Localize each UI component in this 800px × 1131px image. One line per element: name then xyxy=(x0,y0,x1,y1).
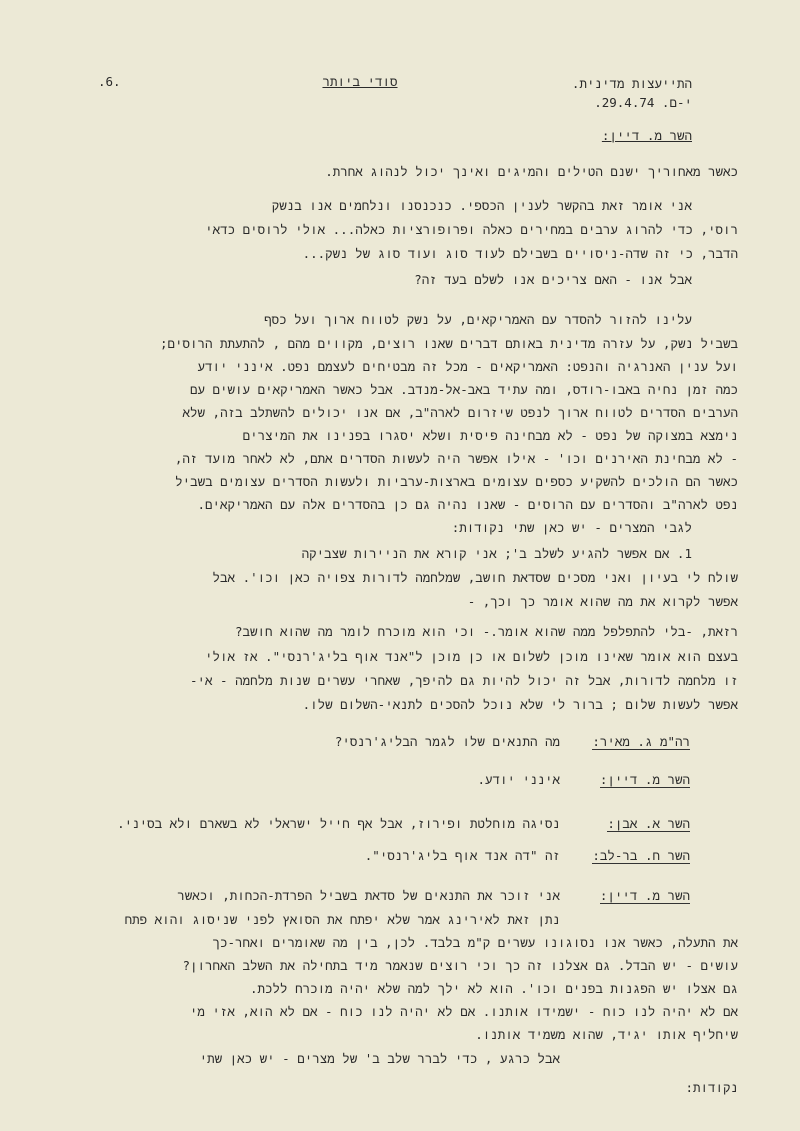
speaker-text: זה "דה אנד אוף בליג'רנסי". xyxy=(364,848,560,863)
speaker-label: השר א. אבן: xyxy=(607,816,690,831)
section-heading: לגבי המצרים - יש כאן שתי נקודות: xyxy=(451,520,692,535)
body-line: בעצם הוא אומר שאינו מוכן לשלום או כן מוכן ל"אנד אוף בליג'רנסי". אז אולי xyxy=(204,649,738,664)
body-line: הערבים הסדרים לטווח ארוך לנפט שיזרום לארה"ב, אם אנו יכולים להשתלב בזה, שלא xyxy=(182,405,738,420)
body-line: ועל ענין האנרגיה והנפט: האמריקאים - מכל זה מבטיחים לעצמם נפט. אינני יודע xyxy=(197,359,738,374)
speaker-label: השר מ. דיין: xyxy=(599,888,690,903)
body-line: גם אצלו יש הפגנות בפנים וכו'. הוא לא ילך למה שלא יהיה מוכרח ללכת. xyxy=(250,981,738,996)
body-line: שולח לי בעיון ואני מסכים שסדאת חושב, שמלחמה לדורות צפויה כאן וכו'. אבל xyxy=(212,570,738,585)
body-line: כאשר הם הולכים להשקיע כספים עצומים בארצות-ערביות ולעשות הסדרים עצומים בשביל xyxy=(175,474,738,489)
body-line: שיחליף אותו יגיד, שהוא משמיד אותנו. xyxy=(475,1027,738,1042)
page-number: .6. xyxy=(98,74,121,89)
body-line: - לא מבחינת האירנים וכו' - אילו אפשר היה לעשות הסדרים אתם, לא לאחר מועד זה, xyxy=(174,451,738,466)
body-line: עלינו להזור להסדר עם האמריקאים, על נשק לטווח ארוך ועל כסף xyxy=(264,312,692,327)
body-line: נימצא במצוקה של נפט - לא מבחינה פיסית ושלא יסגרו בפנינו את המיצרים xyxy=(242,428,738,443)
body-line: בשביל נשק, על עזרה מדינית באותם דברים שאנו רוצים, מקווים מהם , להתעתת הרוסים; xyxy=(159,336,738,351)
body-line: אבל כרגע , כדי לברר שלב ב' של מצרים - יש כאן שתי xyxy=(199,1051,560,1066)
body-line: הדבר, כי זה שדה-ניסויים בשבילם לעוד סוג ועוד סוג של נשק... xyxy=(302,246,738,261)
speaker-heading: השר מ. דיין: xyxy=(601,128,692,143)
speaker-text: אני זוכר את התנאים של סדאת בשביל הפרדת-הכחות, וכאשר xyxy=(177,888,560,903)
speaker-label: השר מ. דיין: xyxy=(599,772,690,787)
body-line: זו מלחמה לדורות, אבל זה יכול להיות גם להיפך, שאחרי עשרים שנות מלחמה - אי- xyxy=(189,673,738,688)
body-line: אפשר לקרוא את מה שהוא אומר כך וכך, - xyxy=(467,594,738,609)
body-line: 1. אם אפשר להגיע לשלב ב'; אני קורא את הניירות שצביקה xyxy=(301,546,692,561)
body-line: אני אומר זאת בהקשר לענין הכספי. כנכנסנו ונלחמים אנו בנשק xyxy=(271,198,692,213)
body-line: רזאת, -בלי להתפלפל ממה שהוא אומר.- וכי הוא מוכרח לומר מה שהוא חושב? xyxy=(235,624,738,639)
header-block xyxy=(572,74,692,112)
body-line: אבל אנו - האם צריכים אנו לשלם בעד זה? xyxy=(414,272,692,287)
body-line: אפשר לעשות שלום ; ברור לי שלא נוכל להסכים לתנאי-השלום שלו. xyxy=(302,697,738,712)
speaker-text: נסיגה מוחלטת ופירוז, אבל אף חייל ישראלי לא בשארם ולא בסיני. xyxy=(117,816,560,831)
body-line: נקודות: xyxy=(685,1080,738,1095)
body-line: עושים - יש הבדל. גם אצלנו זה כך וכי רוצים שנאמר מיד בתחילה את השלב האחרון? xyxy=(182,958,738,973)
body-line: את התעלה, כאשר אנו נסוגונו עשרים ק"מ בלבד. לכן, בין מה שאומרים ואחר-כך xyxy=(212,935,738,950)
header-date: י-ם. 29.4.74. xyxy=(594,95,692,110)
classification-label: סודי ביותר xyxy=(322,74,398,89)
header-org: התייעצות מדינית. xyxy=(571,76,692,91)
body-line: כמה זמן נחיה באבו-רודס, ומה עתיד באב-אל-מנדב. אבל כאשר האמריקאים עושים עם xyxy=(190,382,738,397)
speaker-label: רה"מ ג. מאיר: xyxy=(592,734,690,749)
body-line: נפט לארה"ב והסדרים עם הרוסים - שאנו נהיה גם כן בהסדרים אלה עם האמריקאים. xyxy=(197,497,738,512)
speaker-label: השר ח. בר-לב: xyxy=(592,848,690,863)
body-line: אם לא יהיה לנו כוח - ישמידו אותנו. אם לא יהיה לנו כוח - אם לא הוא, אזי מי xyxy=(189,1004,738,1019)
speaker-text: אינני יודע. xyxy=(477,772,560,787)
speaker-text: מה התנאים שלו לגמר הבליג'רנסי? xyxy=(334,734,560,749)
body-line: כאשר מאחוריך ישנם הטילים והמיגים ואינך יכול לנהוג אחרת. xyxy=(325,164,738,179)
body-line: נתן זאת לאירינג אמר שלא יפתח את הסואץ לפני שניסוג והוא פתח xyxy=(124,912,560,927)
body-line: רוסי, כדי להרוג ערבים במחירים כאלה ופרופורציות כאלה... אולי לרוסים כדאי xyxy=(205,222,738,237)
